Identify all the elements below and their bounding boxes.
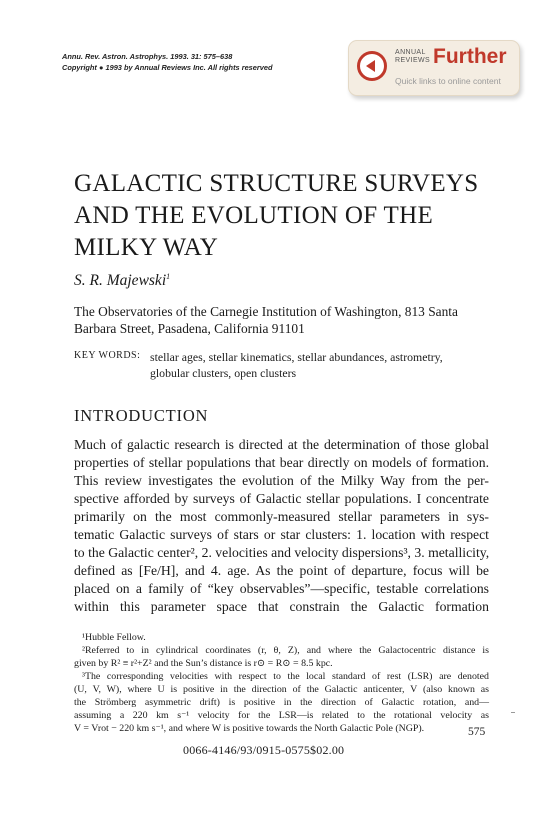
body-line: tematic Galactic surveys of stars or star clusters: 1. location with respect [74,527,489,542]
reviews-label: REVIEWS [395,57,431,64]
annual-reviews-further-badge[interactable] [348,40,520,96]
title-line: GALACTIC STRUCTURE SURVEYS [74,170,479,197]
body-line: primarily on the most commonly-measured stellar parameters in sys- [74,509,489,524]
body-line: to the Galactic center², 2. velocities and velocity dispersions³, 3. metallicity, [74,545,490,560]
key-words-line: stellar ages, stellar kinematics, stellar abundances, astrometry, [150,350,443,364]
affiliation [74,303,458,337]
footnote-line: (U, V, W), where U is positive in the direction of the Galactic anticenter, V (also known as [74,684,489,695]
author-footnote-mark: 1 [166,272,171,281]
quick-links-label: Quick links to online content [395,76,501,86]
body-text [74,436,489,616]
footnote-line: assuming a 220 km s⁻¹ velocity for the LSR—is related to the rotational velocity as [74,710,489,721]
body-line: defined as [Fe/H], and 4. age. As the point of departure, focus will be [74,563,489,578]
footnote-line: ²Referred to in cylindrical coordinates (r, θ, Z), and where the Galactocentric distance is [82,645,489,656]
section-heading: INTRODUCTION [74,406,209,425]
article-title [74,168,514,264]
body-line: within this parameter space that constrain the Galactic formation [74,599,489,614]
key-words-line: globular clusters, open clusters [150,366,297,380]
title-line: AND THE EVOLUTION OF THE [74,202,434,229]
annual-reviews-logo-text [395,49,430,65]
article-code: 0066-4146/93/0915-0575$02.00 [183,743,345,757]
body-line: Much of galactic research is directed at the determination of those global [74,437,489,452]
further-label: Further [433,45,507,68]
footnotes [74,631,489,735]
body-line: This review investigates the evolution of the Milky Way from the per- [74,473,489,488]
journal-citation [62,52,273,73]
author [74,272,170,290]
footnote-line: given by R² ≡ r²+Z² and the Sun’s distance is r⊙ = R⊙ = 8.5 kpc. [74,658,333,669]
citation-line: Annu. Rev. Astron. Astrophys. 1993. 31: 575–638 [62,52,233,61]
page-number: 575 [468,726,486,738]
key-words-label: KEY WORDS: [74,350,141,361]
body-line: properties of stellar populations that bear directly on models of formation. [74,455,489,470]
annual-label: ANNUAL [395,49,426,56]
back-arrow-icon [357,51,387,81]
body-line: placed on a family of “key observables”—specific, testable correlations [74,581,489,596]
key-words-list [150,349,443,381]
footnote-line: the Strömberg asymmetric drift) is positive in the direction of Galactic rotation, and— [74,697,489,708]
author-name: S. R. Majewski [74,272,167,290]
divider [511,712,515,713]
footnote-line: V = Vrot − 220 km s⁻¹, and where W is positive towards the North Galactic Pole (NGP). [74,723,425,734]
affiliation-line: The Observatories of the Carnegie Institution of Washington, 813 Santa [74,304,458,319]
footnote-line: ¹Hubble Fellow. [82,632,146,643]
body-line: spective afforded by surveys of Galactic stellar populations. I concentrate [74,491,489,506]
copyright-line: Copyright ● 1993 by Annual Reviews Inc. All rights reserved [62,62,273,72]
affiliation-line: Barbara Street, Pasadena, California 91101 [74,321,305,336]
footnote-line: ³The corresponding velocities with respect to the local standard of rest (LSR) are denoted [82,671,489,682]
title-line: MILKY WAY [74,234,219,261]
